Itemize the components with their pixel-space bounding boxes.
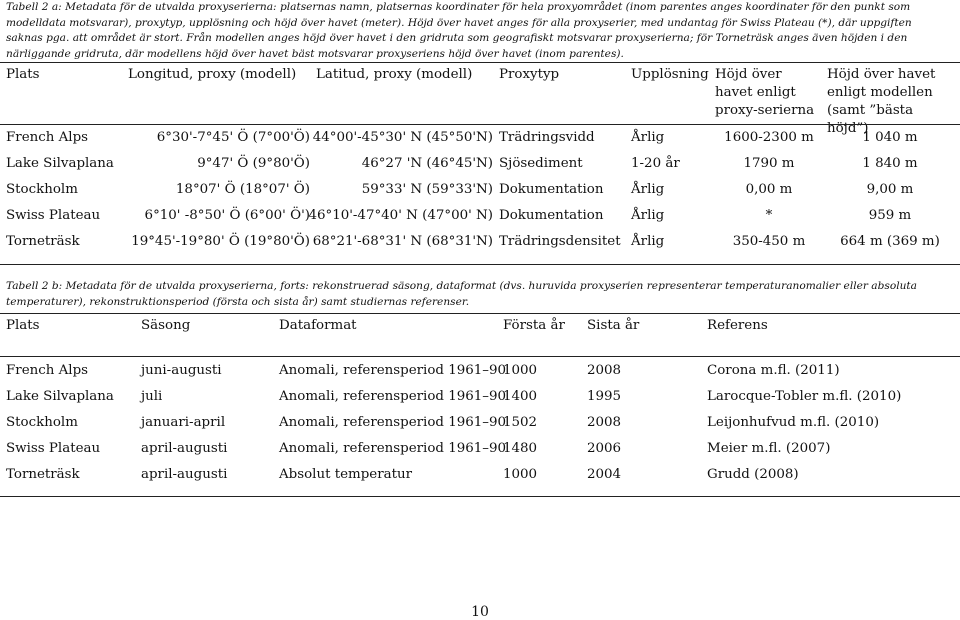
table-b-header-forsta-ar: Första år [503,318,565,333]
cell-longitud: 18°07' Ö (18°07' Ö) [175,182,310,197]
table-a-top-rule [0,62,960,63]
cell-plats: Stockholm [6,182,78,197]
cell-hojd-modell: 664 m (369 m) [840,234,940,249]
cell-plats: Torneträsk [6,234,80,249]
cell-dataformat: Anomali, referensperiod 1961–90 [279,441,507,456]
cell-longitud: 6°10' -8°50' Ö (6°00' Ö') [144,208,310,223]
cell-referens: Larocque-Tobler m.fl. (2010) [707,389,902,404]
cell-sasong: april-augusti [141,441,228,456]
cell-longitud: 6°30'-7°45' Ö (7°00'Ö) [156,130,310,145]
table-a-header-longitud: Longitud, proxy (modell) [128,67,297,82]
cell-forsta-ar: 1400 [503,389,538,404]
cell-upplosning: 1-20 år [631,156,680,171]
cell-sista-ar: 2008 [587,363,622,378]
cell-upplosning: Årlig [631,130,665,145]
table-a-header-proxytyp: Proxytyp [499,67,560,82]
table-a-header-rule [0,124,960,125]
table-b-top-rule [0,313,960,314]
cell-plats: Lake Silvaplana [6,389,114,404]
table-b-header-rule [0,356,960,357]
cell-latitud: 44°00'-45°30' N (45°50'N) [312,130,493,145]
cell-hojd-modell: 1 040 m [862,130,918,145]
cell-hojd-modell: 959 m [868,208,912,223]
cell-forsta-ar: 1480 [503,441,538,456]
cell-sista-ar: 2006 [587,441,622,456]
cell-referens: Corona m.fl. (2011) [707,363,840,378]
cell-proxytyp: Dokumentation [499,182,604,197]
cell-forsta-ar: 1000 [503,363,538,378]
page-number: 10 [471,604,489,620]
cell-longitud: 19°45'-19°80' Ö (19°80'Ö) [131,234,310,249]
cell-proxytyp: Sjösediment [499,156,583,171]
cell-sasong: januari-april [141,415,226,430]
cell-proxytyp: Trädringsdensitet [499,234,621,249]
cell-latitud: 46°10'-47°40' N (47°00' N) [308,208,493,223]
cell-sasong: april-augusti [141,467,228,482]
cell-proxytyp: Trädringsvidd [499,130,595,145]
table-a-header-plats: Plats [6,67,40,82]
table-b-caption: Tabell 2 b: Metadata för de utvalda proxyserierna, forts: rekonstruerad säsong, dataformat (dvs. huruvida proxyserien representerar temperaturanomalier eller absoluta temperaturer), rekonstruktionsperiod (första och sista år) samt studiernas referenser. [6,280,917,308]
table-a-bottom-rule [0,264,960,265]
cell-plats: French Alps [6,363,89,378]
cell-plats: Swiss Plateau [6,441,101,456]
cell-dataformat: Anomali, referensperiod 1961–90 [279,389,507,404]
cell-hojd-proxy: * [765,208,773,223]
cell-latitud: 68°21'-68°31' N (68°31'N) [312,234,493,249]
table-b-bottom-rule [0,496,960,497]
cell-latitud: 59°33' N (59°33'N) [361,182,493,197]
cell-forsta-ar: 1000 [503,467,538,482]
cell-latitud: 46°27 'N (46°45'N) [361,156,493,171]
table-b-header-referens: Referens [707,318,768,333]
cell-hojd-modell: 1 840 m [862,156,918,171]
cell-sista-ar: 2004 [587,467,622,482]
table-a-header-hojd-modell: Höjd över havet enligt modellen (samt ”bästa höjd”) [827,67,936,136]
cell-sista-ar: 2008 [587,415,622,430]
cell-dataformat: Anomali, referensperiod 1961–90 [279,363,507,378]
cell-sasong: juli [141,389,163,404]
cell-sista-ar: 1995 [587,389,622,404]
table-b-header-sasong: Säsong [141,318,191,333]
cell-upplosning: Årlig [631,208,665,223]
cell-hojd-proxy: 1790 m [743,156,795,171]
cell-referens: Grudd (2008) [707,467,799,482]
cell-hojd-proxy: 350-450 m [732,234,806,249]
table-a-header-hojd-proxy: Höjd över havet enligt proxy-serierna [715,67,815,118]
cell-referens: Meier m.fl. (2007) [707,441,831,456]
cell-sasong: juni-augusti [141,363,222,378]
table-a-header-latitud: Latitud, proxy (modell) [316,67,473,82]
cell-forsta-ar: 1502 [503,415,538,430]
cell-plats: Torneträsk [6,467,80,482]
cell-dataformat: Absolut temperatur [279,467,413,482]
cell-dataformat: Anomali, referensperiod 1961–90 [279,415,507,430]
table-a-header-upplosning: Upplösning [631,67,709,82]
cell-plats: French Alps [6,130,89,145]
cell-hojd-proxy: 0,00 m [745,182,793,197]
cell-hojd-modell: 9,00 m [866,182,914,197]
cell-hojd-proxy: 1600-2300 m [724,130,814,145]
cell-plats: Lake Silvaplana [6,156,114,171]
cell-plats: Swiss Plateau [6,208,101,223]
table-b-header-dataformat: Dataformat [279,318,357,333]
cell-longitud: 9°47' Ö (9°80'Ö) [197,156,310,171]
cell-proxytyp: Dokumentation [499,208,604,223]
table-a-caption: Tabell 2 a: Metadata för de utvalda proxyserierna: platsernas namn, platsernas koordinater för hela proxyområdet (inom parentes anges koordinater för den punkt som modelldata motsvarar), proxytyp, upplösning och höjd över havet (meter). Höjd över havet anges för alla proxyserier, med undantag för Swiss Plateau (*), där uppgiften saknas pga. att området är stort. Från modellen anges höjd över havet i den gridruta som geografiskt motsvarar proxyserierna; för Torneträsk anges även höjden i den närliggande gridruta, där modellens höjd över havet bäst motsvarar proxyseriens höjd över havet (inom parentes). [6,1,912,60]
table-b-header-plats: Plats [6,318,40,333]
cell-upplosning: Årlig [631,234,665,249]
cell-referens: Leijonhufvud m.fl. (2010) [707,415,880,430]
cell-upplosning: Årlig [631,182,665,197]
table-b-header-sista-ar: Sista år [587,318,640,333]
cell-plats: Stockholm [6,415,78,430]
